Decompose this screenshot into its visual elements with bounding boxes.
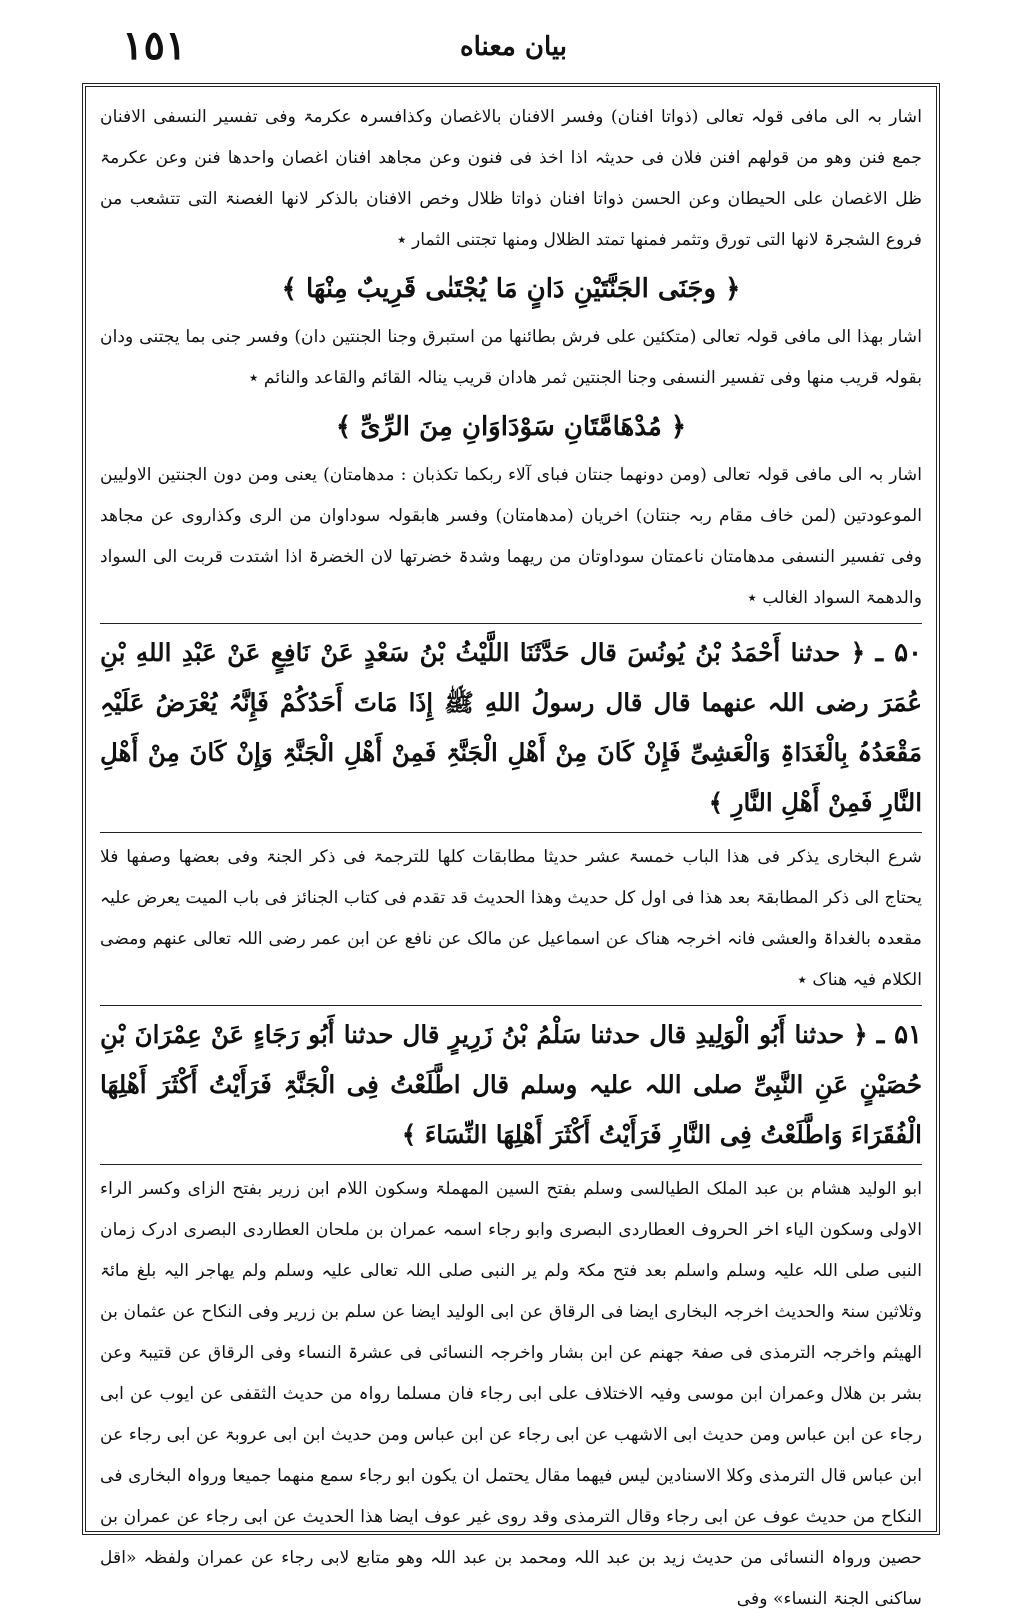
- hadith-body: ﴿ حدثنا أَحْمَدُ بْنُ یُونُسَ قال حَدَّثَنَا اللَّیْثُ بْنُ سَعْدٍ عَنْ نَافِعٍ عَنْ عَبْدِ اللهِ بْنِ عُمَرَ رضی اللہ عنھما قال قال رسولُ اللهِ ﷺ إِذَا مَاتَ أَحَدُکُمْ فَإِنَّہُ یُعْرَضُ عَلَیْہِ مَقْعَدُہُ بِالْغَدَاۃِ وَالْعَشِیِّ فَإِنْ کَانَ مِنْ أَھْلِ الْجَنَّۃِ فَمِنْ أَھْلِ الْجَنَّۃِ وَإِنْ کَانَ مِنْ أَھْلِ النَّارِ فَمِنْ أَھْلِ النَّارِ ﴾: [100, 638, 922, 817]
- hadith-text: [100, 1010, 922, 1160]
- commentary-paragraph: شرع البخاری یذکر فی ھذا الباب خمسۃ عشر حدیثا مطابقات کلھا للترجمۃ فی ذکر الجنۃ وفی بعضھا وصفھا فلا یحتاج الی ذکر المطابقۃ بعد ھذا فی اول کل حدیث وھذا الحدیث قد تقدم فی کتاب الجنائز فی باب المیت یعرض علیہ مقعدہ بالغداۃ والعشی فانہ اخرجہ ھناک عن اسماعیل عن مالک عن نافع عن ابن عمر رضی اللہ تعالی عنھم ومضی الکلام فیہ ھناک ٭: [100, 847, 922, 990]
- hadith-number: ۵۰ ـ: [875, 638, 923, 668]
- running-title: بیان معناه: [459, 32, 567, 62]
- text-frame: [82, 83, 940, 1609]
- divider: [100, 623, 922, 624]
- quran-verse-heading: ﴿ مُدْھَامَّتَانِ سَوْدَاوَانِ مِنَ الرِّیِّ ﴾: [335, 412, 687, 442]
- commentary-paragraph: اشار بہ الی مافی قولہ تعالی (ومن دونھما جنتان فبای آلاء ربکما تکذبان : مدھامتان) یعنی ومن دون الجنتین الاولیین الموعودتین (لمن خاف مقام ربہ جنتان) اخریان (مدھامتان) وفسر ھابقولہ سوداوان من الری وکذاروی عن مجاھد وفی تفسیر النسفی مدھامتان ناعمتان سوداوتان من ریھما وشدۃ خضرتھا لان الخضرۃ اذا اشتدت قربت الی السواد والدھمۃ السواد الغالب ٭: [100, 465, 922, 608]
- divider: [100, 1005, 922, 1006]
- quran-verse-heading: ﴿ وجَنَی الجَنَّتَیْنِ دَانٍ مَا یُجْتَنٰی قَرِیبٌ مِنْھَا ﴾: [281, 274, 741, 304]
- commentary-paragraph: اشار بہ الی مافی قولہ تعالی (ذواتا افنان) وفسر الافنان بالاغصان وکذافسرہ عکرمۃ وفی تفسیر النسفی الافنان جمع فنن وھو من قولھم افنن فلان فی حدیثہ اذا اخذ فی فنون وعن مجاھد افنان اغصان واحدھا فنن وعن عکرمۃ ظل الاغصان علی الحیطان وعن الحسن ذواتا افنان ذواتا ظلال وخص الافنان بالذکر لانھا الغصنۃ التی تتشعب من فروع الشجرۃ لانھا التی تورق وتثمر فمنھا تمتد الظلال ومنھا تجتنی الثمار ٭: [100, 107, 922, 250]
- divider: [100, 832, 922, 833]
- hadith-number: ۵۱ ـ: [876, 1020, 922, 1050]
- hadith-text: [100, 628, 922, 828]
- commentary-paragraph: اشار بھذا الی مافی قولہ تعالی (متکئین علی فرش بطائنھا من استبرق وجنا الجنتین دان) وفسر جنی بما یجتنی ودان بقولہ قریب منھا وفی تفسیر النسفی وجنا الجنتین ثمر ھادان قریب ینالہ القائم والقاعد والنائم ٭: [100, 327, 922, 388]
- hadith-body: ﴿ حدثنا أَبُو الْوَلِیدِ قال حدثنا سَلْمُ بْنُ زَرِیرٍ قال حدثنا أَبُو رَجَاءٍ عَنْ عِمْرَانَ بْنِ حُصَیْنٍ عَنِ النَّبِیِّ صلی اللہ علیہ وسلم قال اطَّلَعْتُ فِی الْجَنَّۃِ فَرَأَیْتُ أَکْثَرَ أَھْلِھَا الْفُقَرَاءَ وَاطَّلَعْتُ فِی النَّارِ فَرَأَیْتُ أَکْثَرَ أَھْلِھَا النِّسَاءَ ﴾: [100, 1020, 922, 1149]
- divider: [100, 1164, 922, 1165]
- page-header: [60, 22, 967, 72]
- page-number: ١٥١: [122, 22, 187, 69]
- commentary-paragraph: ابو الولید ھشام بن عبد الملک الطیالسی وسلم بفتح السین المھملۃ وسکون اللام ابن زریر بفتح الزای وکسر الراء الاولی وسکون الیاء اخر الحروف العطاردی البصری وابو رجاء اسمہ عمران بن ملحان العطاردی البصری ادرک زمان النبی صلی اللہ علیہ وسلم واسلم بعد فتح مکۃ ولم یر النبی صلی اللہ تعالی علیہ وسلم ولم یھاجر الیہ بلغ مائۃ وثلاثین سنۃ والحدیث اخرجہ البخاری ایضا فی الرقاق عن ابی الولید ایضا عن سلم بن زریر وفی النکاح عن عثمان بن الھیثم واخرجہ الترمذی فی صفۃ جھنم عن ابن بشار واخرجہ النسائی فی عشرۃ النساء وفی الرقاق عن قتیبۃ وعن بشر بن ھلال وعمران ابن موسی وفیہ الاختلاف علی ابی رجاء فان مسلما رواہ من حدیث الثقفی عن ایوب عن ابی رجاء عن ابن عباس ومن حدیث ابی الاشھب عن ابی رجاء عن ابن عباس ومن حدیث ابن ابی عروبۃ عن ابی رجاء عن ابن عباس قال الترمذی وکلا الاسنادین لیس فیھما مقال یحتمل ان یکون ابو رجاء سمع منھما جمیعا ورواہ البخاری فی النکاح من حدیث عوف عن ابی رجاء وقال الترمذی وقد روی غیر عوف ایضا ھذا الحدیث عن ابی رجاء عن عمران بن حصین ورواہ النسائی من حدیث زید بن عبد اللہ ومحمد بن عبد اللہ وھو متابع لابی رجاء عن عمران ولفظہ «اقل ساکنی الجنۃ النساء» وفی: [100, 1179, 922, 1609]
